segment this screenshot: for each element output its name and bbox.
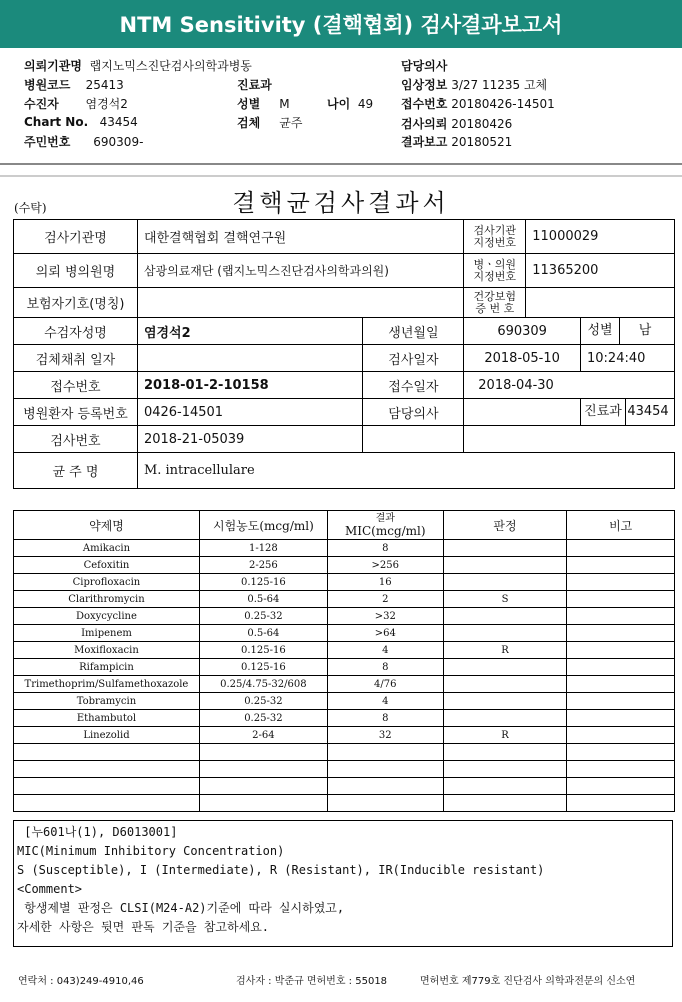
- lab-value: 대한결핵협회 결핵연구원: [137, 220, 463, 254]
- mic-value: 32: [327, 727, 443, 744]
- test-date-label: 검사일자: [363, 345, 464, 372]
- hospital-code-row: 병원코드 25413: [24, 78, 124, 92]
- drug-name: Imipenem: [14, 625, 200, 642]
- sex-value: 남: [638, 323, 652, 338]
- mic-value: >64: [327, 625, 443, 642]
- interpretation: R: [443, 727, 567, 744]
- blank-cell-2: [464, 426, 675, 453]
- empty-cell: [567, 778, 675, 795]
- mic-value: 4/76: [327, 676, 443, 693]
- health-no-label: 건강보험 증 번 호: [464, 288, 526, 318]
- insurance-value: [137, 288, 463, 318]
- note: [567, 727, 675, 744]
- empty-cell: [327, 761, 443, 778]
- reg-no-label: 병원환자 등록번호: [14, 399, 138, 426]
- dept-value: 43454: [627, 404, 669, 419]
- comment-line: 자세한 사항은 뒷면 판독 기준을 참고하세요.: [17, 920, 270, 934]
- patient-row: 수진자 염경석2: [24, 97, 128, 111]
- interpretation: [443, 693, 567, 710]
- empty-row: [14, 778, 675, 795]
- test-no-value: 2018-21-05039: [137, 426, 363, 453]
- note: [567, 710, 675, 727]
- empty-cell: [443, 761, 567, 778]
- institution-row: 의뢰기관명 랩지노믹스진단검사의학과병동: [24, 59, 252, 73]
- document-title: 결핵균검사결과서: [232, 189, 450, 217]
- hosp-label: 의뢰 병의원명: [14, 254, 138, 288]
- accession-row: 접수번호 20180426-14501: [401, 97, 555, 111]
- col-drug: 약제명: [14, 511, 200, 540]
- note: [567, 676, 675, 693]
- empty-cell: [327, 795, 443, 812]
- report-row: 결과보고 20180521: [401, 135, 513, 149]
- drug-name: Doxycycline: [14, 608, 200, 625]
- collect-value: [137, 345, 363, 372]
- comment-code: [누601나(1), D6013001]: [17, 825, 178, 839]
- insurance-label: 보험자기호(명칭): [14, 288, 138, 318]
- test-range: 0.25-32: [199, 710, 327, 727]
- name-value: 염경석2: [137, 318, 363, 345]
- lab-no-label: 검사기관 지정번호: [464, 220, 526, 254]
- table-row: [14, 659, 675, 676]
- drug-name: Cefoxitin: [14, 557, 200, 574]
- test-no-label: 검사번호: [14, 426, 138, 453]
- col-note: 비고: [567, 511, 675, 540]
- table-row: [14, 710, 675, 727]
- note: [567, 659, 675, 676]
- empty-cell: [199, 795, 327, 812]
- sex-cell: [581, 318, 675, 345]
- strain-value: M. intracellulare: [137, 453, 674, 489]
- reg-no-value: 0426-14501: [137, 399, 363, 426]
- test-range: 0.125-16: [199, 659, 327, 676]
- blank-cell: [363, 426, 464, 453]
- dept-label: 진료과: [581, 399, 626, 425]
- strain-label: 균 주 명: [14, 453, 138, 489]
- lab-no-value: 11000029: [526, 220, 675, 254]
- mic-value: >256: [327, 557, 443, 574]
- mic-value: 16: [327, 574, 443, 591]
- collect-label: 검체채취 일자: [14, 345, 138, 372]
- dob-value: 690309: [464, 318, 581, 345]
- tester-info: 검사자 : 박준규 면허번호 : 55018: [236, 976, 388, 987]
- drug-name: Ciprofloxacin: [14, 574, 200, 591]
- table-row: [14, 540, 675, 557]
- health-no-value: [526, 288, 675, 318]
- table-row: [14, 557, 675, 574]
- note: [567, 608, 675, 625]
- comment-line: 항생제별 판정은 CLSI(M24-A2)기준에 따라 실시하였고,: [17, 901, 345, 915]
- empty-cell: [199, 778, 327, 795]
- interpretation: [443, 659, 567, 676]
- table-row: [14, 574, 675, 591]
- interpretation: [443, 557, 567, 574]
- dept-cell: [581, 399, 675, 426]
- physician-value: [464, 399, 581, 426]
- mic-value: 2: [327, 591, 443, 608]
- mic-value: 4: [327, 693, 443, 710]
- interpretation: R: [443, 642, 567, 659]
- comment-line: MIC(Minimum Inhibitory Concentration): [17, 844, 285, 858]
- dept-label: 진료과: [237, 78, 272, 92]
- doctor-label: 담당의사: [401, 59, 448, 73]
- drug-name: Clarithromycin: [14, 591, 200, 608]
- receipt-date-value: 2018-04-30: [464, 372, 675, 399]
- empty-cell: [14, 795, 200, 812]
- test-range: 2-64: [199, 727, 327, 744]
- test-range: 1-128: [199, 540, 327, 557]
- hosp-no-label: 병ㆍ의원 지정번호: [464, 254, 526, 288]
- receipt-date-label: 접수일자: [363, 372, 464, 399]
- empty-cell: [443, 795, 567, 812]
- mic-value: 8: [327, 710, 443, 727]
- test-range: 0.25-32: [199, 608, 327, 625]
- table-row: [14, 625, 675, 642]
- mic-value: 4: [327, 642, 443, 659]
- empty-cell: [567, 744, 675, 761]
- empty-cell: [443, 744, 567, 761]
- test-range: 0.125-16: [199, 574, 327, 591]
- clinical-row: 임상정보 3/27 11235 고체: [401, 78, 548, 92]
- drug-name: Moxifloxacin: [14, 642, 200, 659]
- empty-cell: [327, 744, 443, 761]
- empty-row: [14, 795, 675, 812]
- drug-name: Trimethoprim/Sulfamethoxazole: [14, 676, 200, 693]
- empty-cell: [443, 778, 567, 795]
- interpretation: [443, 608, 567, 625]
- mic-value: 8: [327, 659, 443, 676]
- interpretation: [443, 625, 567, 642]
- table-row: [14, 727, 675, 744]
- test-range: 0.5-64: [199, 625, 327, 642]
- contact-info: 연락처 : 043)249-4910,46: [18, 976, 144, 987]
- drug-name: Amikacin: [14, 540, 200, 557]
- patient-info-table: [13, 219, 675, 489]
- age-row: 나이 49: [327, 97, 374, 111]
- test-range: 0.125-16: [199, 642, 327, 659]
- sex-label: 성별: [581, 318, 620, 344]
- table-row: [14, 642, 675, 659]
- test-range: 2-256: [199, 557, 327, 574]
- empty-cell: [14, 778, 200, 795]
- hosp-no-value: 11365200: [526, 254, 675, 288]
- lab-label: 검사기관명: [14, 220, 138, 254]
- test-range: 0.5-64: [199, 591, 327, 608]
- test-range: 0.25-32: [199, 693, 327, 710]
- note: [567, 642, 675, 659]
- header-divider: [0, 163, 682, 165]
- col-range: 시험농도(mcg/ml): [199, 511, 327, 540]
- interpretation: [443, 540, 567, 557]
- drug-name: Ethambutol: [14, 710, 200, 727]
- note: [567, 540, 675, 557]
- comment-box: [13, 820, 673, 947]
- receipt-no-label: 접수번호: [14, 372, 138, 399]
- note: [567, 591, 675, 608]
- test-date-value: 2018-05-10: [464, 345, 581, 372]
- physician-label: 담당의사: [363, 399, 464, 426]
- specimen-row: 검체 균주: [237, 116, 303, 130]
- empty-cell: [567, 795, 675, 812]
- test-time-value: 10:24:40: [581, 345, 675, 372]
- note: [567, 693, 675, 710]
- col-result: 결과 MIC(mcg/ml): [327, 511, 443, 540]
- test-range: 0.25/4.75-32/608: [199, 676, 327, 693]
- empty-row: [14, 761, 675, 778]
- mic-value: 8: [327, 540, 443, 557]
- table-row: [14, 591, 675, 608]
- request-row: 검사의뢰 20180426: [401, 117, 513, 131]
- empty-cell: [199, 744, 327, 761]
- dob-label: 생년월일: [363, 318, 464, 345]
- header-divider-2: [0, 175, 682, 177]
- interpretation: [443, 676, 567, 693]
- name-label: 수검자성명: [14, 318, 138, 345]
- table-row: [14, 693, 675, 710]
- consignment-label: (수탁): [14, 201, 47, 215]
- chart-no-row: Chart No. 43454: [24, 115, 138, 129]
- comment-line: <Comment>: [17, 882, 83, 896]
- interpretation: [443, 710, 567, 727]
- note: [567, 557, 675, 574]
- drug-table: [13, 510, 675, 812]
- note: [567, 625, 675, 642]
- interpretation: [443, 574, 567, 591]
- empty-cell: [199, 761, 327, 778]
- table-row: [14, 608, 675, 625]
- sex-row: 성별 M: [237, 97, 290, 111]
- hosp-value: 삼광의료재단 (랩지노믹스진단검사의학과의원): [137, 254, 463, 288]
- empty-cell: [14, 744, 200, 761]
- interpretation: S: [443, 591, 567, 608]
- table-row: [14, 676, 675, 693]
- empty-cell: [327, 778, 443, 795]
- drug-name: Tobramycin: [14, 693, 200, 710]
- license-info: 면허번호 제779호 진단검사 의학과전문의 신소연: [420, 976, 636, 987]
- empty-cell: [14, 761, 200, 778]
- empty-cell: [567, 761, 675, 778]
- empty-row: [14, 744, 675, 761]
- col-interp: 판정: [443, 511, 567, 540]
- drug-name: Linezolid: [14, 727, 200, 744]
- receipt-no-value: 2018-01-2-10158: [137, 372, 363, 399]
- drug-name: Rifampicin: [14, 659, 200, 676]
- note: [567, 574, 675, 591]
- mic-value: >32: [327, 608, 443, 625]
- resident-no-row: 주민번호 690309-: [24, 135, 144, 149]
- report-title: NTM Sensitivity (결핵협회) 검사결과보고서: [0, 0, 682, 48]
- comment-line: S (Susceptible), I (Intermediate), R (Resistant), IR(Inducible resistant): [17, 863, 545, 877]
